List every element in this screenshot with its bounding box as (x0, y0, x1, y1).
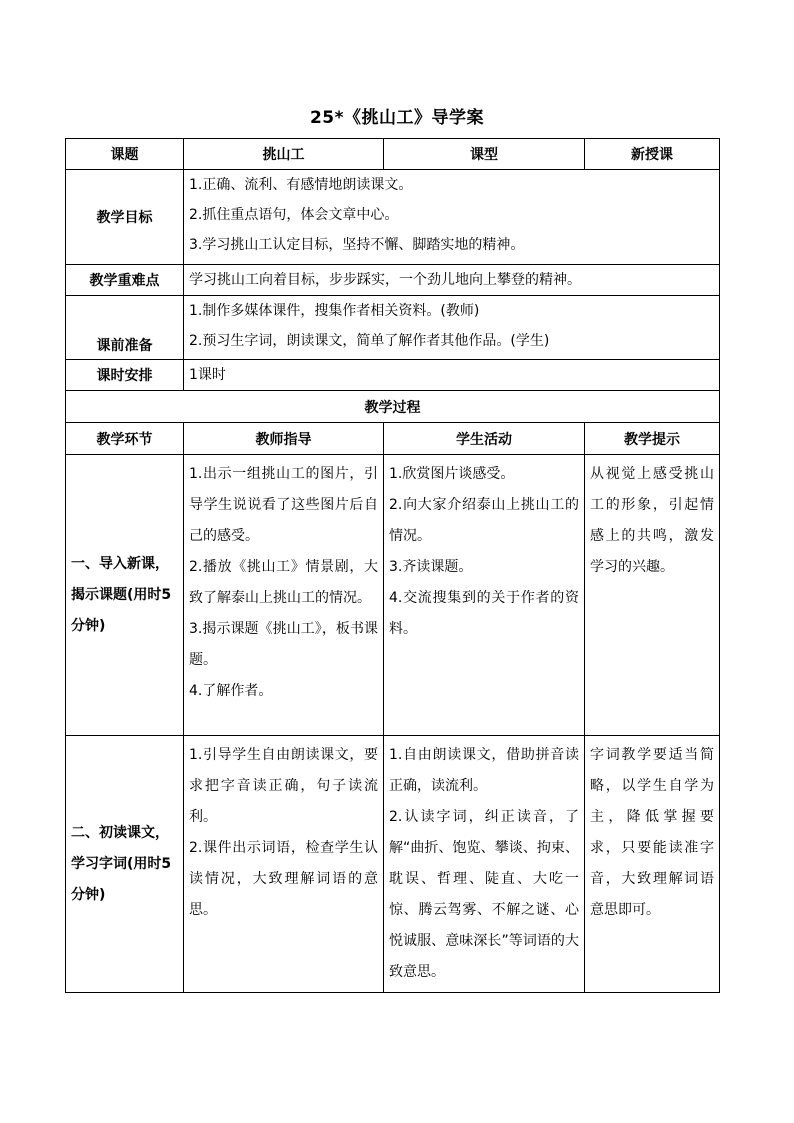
course-label: 课题 (66, 139, 184, 170)
time-row (66, 360, 720, 391)
teacher-guidance (184, 455, 384, 736)
student-activity (384, 736, 585, 993)
key-points-row (66, 265, 720, 296)
student-item: 2.向大家介绍泰山上挑山工的情况。 (389, 497, 579, 544)
process-title-row (66, 391, 720, 423)
teaching-tip: 字词教学要适当简略，以学生自学为主，降低掌握要求，只要能读准字音，大致理解词语意思即可。 (585, 736, 720, 993)
teacher-item: 1.引导学生自由朗读课文，要求把字音读正确，句子读流利。 (189, 747, 378, 825)
course-value: 挑山工 (184, 139, 384, 170)
teacher-item: 1.出示一组挑山工的图片，引导学生说说看了这些图片后自己的感受。 (189, 466, 378, 544)
student-item: 3.齐读课题。 (389, 559, 473, 575)
goals-label: 教学目标 (66, 170, 184, 265)
header-row (66, 139, 720, 170)
lesson-plan-table (65, 138, 720, 993)
goals-row (66, 170, 720, 265)
phase-row (66, 455, 720, 736)
phase-name: 一、导入新课，揭示课题(用时5分钟) (66, 455, 184, 736)
document-title: 25*《挑山工》导学案 (309, 108, 485, 128)
student-item: 2.认读字词，纠正读音，了解“曲折、饱览、攀谈、拘束、耽误、哲理、陡直、大吃一惊、腾云驾雾、不解之谜、心悦诚服、意味深长”等词语的大致意思。 (389, 809, 579, 980)
time-value: 1课时 (184, 360, 720, 391)
column-student: 学生活动 (384, 423, 585, 455)
prep-item: 2.预习生字词，朗读课文，简单了解作者其他作品。(学生) (189, 333, 550, 349)
column-tip: 教学提示 (585, 423, 720, 455)
type-label: 课型 (384, 139, 585, 170)
process-title: 教学过程 (66, 391, 720, 423)
teaching-tip: 从视觉上感受挑山工的形象，引起情感上的共鸣，激发学习的兴趣。 (585, 455, 720, 736)
goals-content (184, 170, 720, 265)
teacher-guidance (184, 736, 384, 993)
process-columns-row (66, 423, 720, 455)
student-activity (384, 455, 585, 736)
column-phase: 教学环节 (66, 423, 184, 455)
student-item: 1.自由朗读课文，借助拼音读正确，读流利。 (389, 747, 579, 794)
key-points-text: 学习挑山工向着目标，步步踩实，一个劲儿地向上攀登的精神。 (184, 265, 720, 296)
teacher-item: 2.播放《挑山工》情景剧，大致了解泰山上挑山工的情况。 (189, 559, 378, 606)
prep-item: 1.制作多媒体课件，搜集作者相关资料。(教师) (189, 303, 480, 319)
key-points-label: 教学重难点 (66, 265, 184, 296)
prep-content (184, 296, 720, 360)
student-item: 4.交流搜集到的关于作者的资料。 (389, 590, 579, 637)
type-value: 新授课 (585, 139, 720, 170)
phase-row (66, 736, 720, 993)
goal-item: 1.正确、流利、有感情地朗读课文。 (189, 177, 413, 193)
prep-label: 课前准备 (66, 296, 184, 360)
goal-item: 3.学习挑山工认定目标，坚持不懈、脚踏实地的精神。 (189, 237, 525, 253)
phase-name: 二、初读课文，学习字词(用时5分钟) (66, 736, 184, 993)
teacher-item: 3.揭示课题《挑山工》，板书课题。 (189, 621, 378, 668)
prep-row (66, 296, 720, 360)
column-teacher: 教师指导 (184, 423, 384, 455)
student-item: 1.欣赏图片谈感受。 (389, 466, 515, 482)
time-label: 课时安排 (66, 360, 184, 391)
teacher-item: 2.课件出示词语，检查学生认读情况，大致理解词语的意思。 (189, 840, 378, 918)
goal-item: 2.抓住重点语句，体会文章中心。 (189, 207, 399, 223)
teacher-item: 4.了解作者。 (189, 683, 273, 699)
